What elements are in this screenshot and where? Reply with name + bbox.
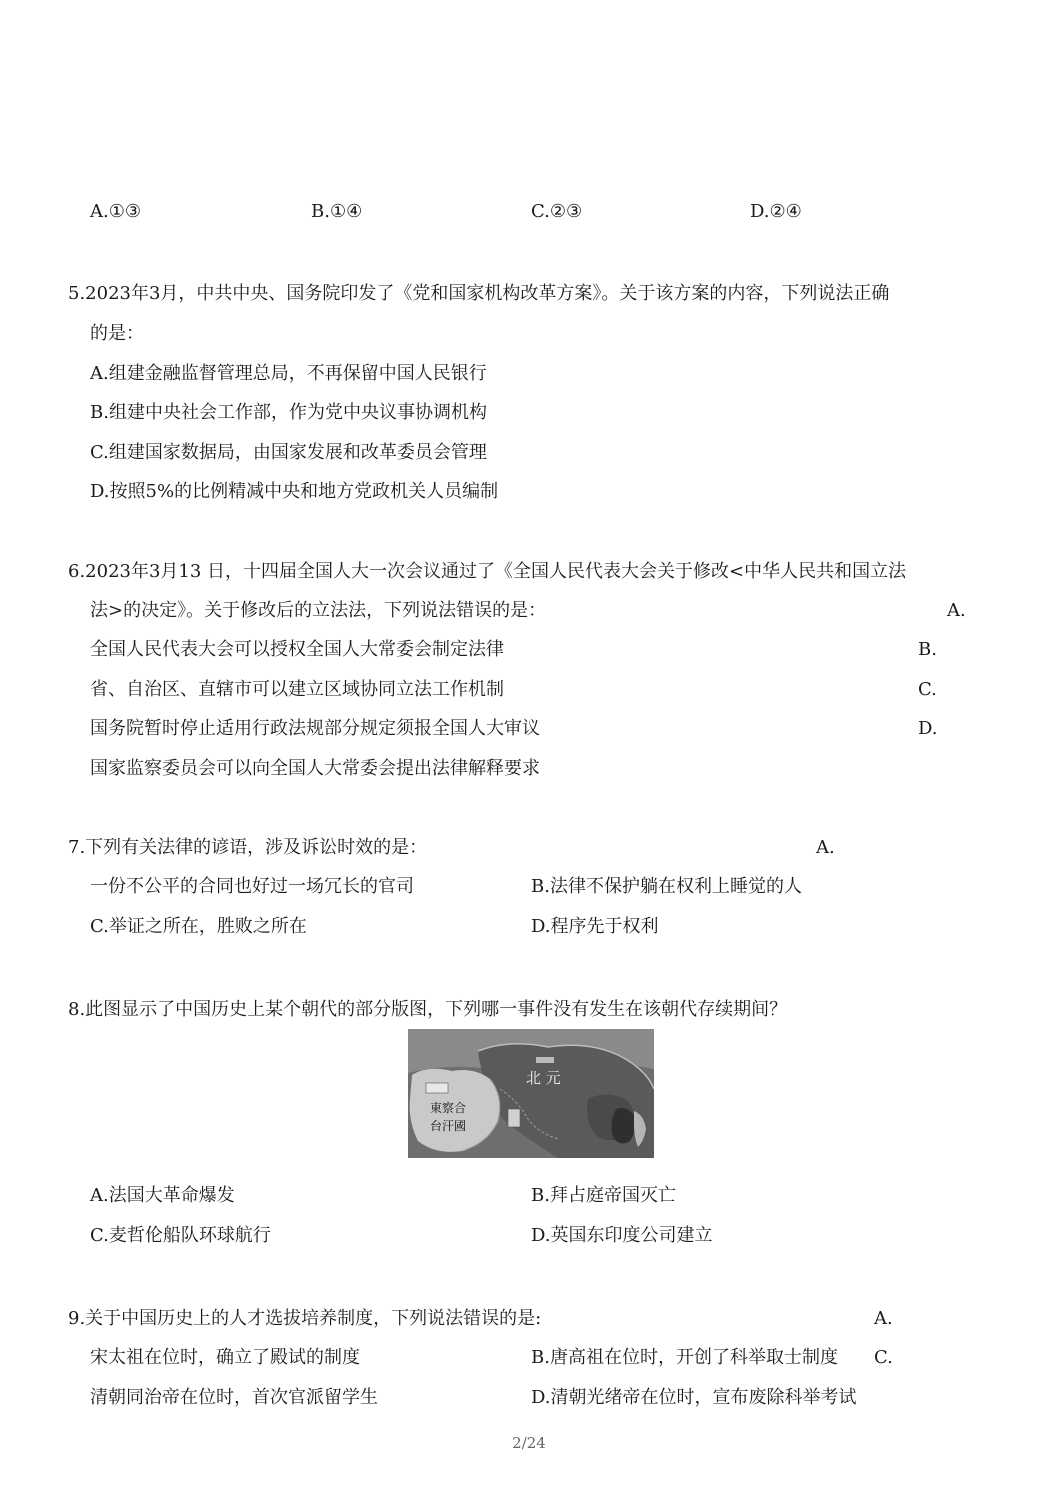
q6-text-c: 国务院暂时停止适用行政法规部分规定须报全国人大审议 — [90, 718, 540, 739]
q6-text-a: 全国人民代表大会可以授权全国人大常委会制定法律 — [90, 639, 504, 660]
q7-option-d: D.程序先于权利 — [531, 916, 659, 937]
q9-option-b: B.唐高祖在位时，开创了科举取士制度 — [531, 1347, 838, 1368]
q6-label-a: A. — [947, 600, 966, 621]
q7-stem: 7.下列有关法律的谚语，涉及诉讼时效的是： — [68, 837, 428, 858]
q5-stem-line1: 5.2023年3月，中共中央、国务院印发了《党和国家机构改革方案》。关于该方案的内容，下列说法正确 — [68, 283, 890, 304]
map-label-northern-yuan: 北 元 — [526, 1069, 561, 1087]
q6-stem-line1: 6.2023年3月13 日，十四届全国人大一次会议通过了《全国人民代表大会关于修改<中华人民共和国立法 — [68, 561, 907, 582]
q6-text-b: 省、自治区、直辖市可以建立区域协同立法工作机制 — [90, 679, 504, 700]
q7-label-a: A. — [816, 837, 835, 858]
map-label-east-chagatai-1: 東察合 — [430, 1101, 467, 1115]
q7-text-a: 一份不公平的合同也好过一场冗长的官司 — [90, 876, 414, 897]
q7-option-c: C.举证之所在，胜败之所在 — [90, 916, 307, 937]
q6-text-d: 国家监察委员会可以向全国人大常委会提出法律解释要求 — [90, 758, 540, 779]
q4-option-b: B.①④ — [311, 201, 363, 222]
q8-option-a: A.法国大革命爆发 — [90, 1185, 235, 1206]
q5-option-c: C.组建国家数据局，由国家发展和改革委员会管理 — [90, 442, 487, 463]
historical-map — [408, 1029, 654, 1158]
q9-stem: 9.关于中国历史上的人才选拔培养制度，下列说法错误的是: — [68, 1308, 542, 1329]
q8-option-c: C.麦哲伦船队环球航行 — [90, 1225, 271, 1246]
q6-label-c: C. — [918, 679, 937, 700]
q4-option-c: C.②③ — [531, 201, 583, 222]
q6-label-d: D. — [918, 718, 938, 739]
q9-option-d: D.清朝光绪帝在位时，宣布废除科举考试 — [531, 1387, 857, 1408]
page-number: 2/24 — [512, 1434, 546, 1452]
q9-label-a: A. — [874, 1308, 893, 1329]
q6-stem-line2: 法>的决定》。关于修改后的立法法，下列说法错误的是： — [90, 600, 547, 621]
q9-label-c: C. — [874, 1347, 893, 1368]
q5-option-d: D.按照5%的比例精减中央和地方党政机关人员编制 — [90, 481, 499, 502]
q5-option-b: B.组建中央社会工作部，作为党中央议事协调机构 — [90, 402, 487, 423]
q9-text-a: 宋太祖在位时，确立了殿试的制度 — [90, 1347, 360, 1368]
q5-option-a: A.组建金融监督管理总局，不再保留中国人民银行 — [90, 363, 487, 384]
q4-option-a: A.①③ — [90, 201, 141, 222]
q7-option-b: B.法律不保护躺在权利上睡觉的人 — [531, 876, 802, 897]
q9-text-c: 清朝同治帝在位时，首次官派留学生 — [90, 1387, 378, 1408]
map-label-east-chagatai-2: 台汗國 — [430, 1119, 467, 1133]
q4-option-d: D.②④ — [750, 201, 802, 222]
q8-option-d: D.英国东印度公司建立 — [531, 1225, 713, 1246]
q6-label-b: B. — [918, 639, 937, 660]
q5-stem-line2: 的是： — [90, 323, 144, 344]
q8-option-b: B.拜占庭帝国灭亡 — [531, 1185, 676, 1206]
q8-stem: 8.此图显示了中国历史上某个朝代的部分版图，下列哪一事件没有发生在该朝代存续期间？ — [68, 999, 788, 1020]
